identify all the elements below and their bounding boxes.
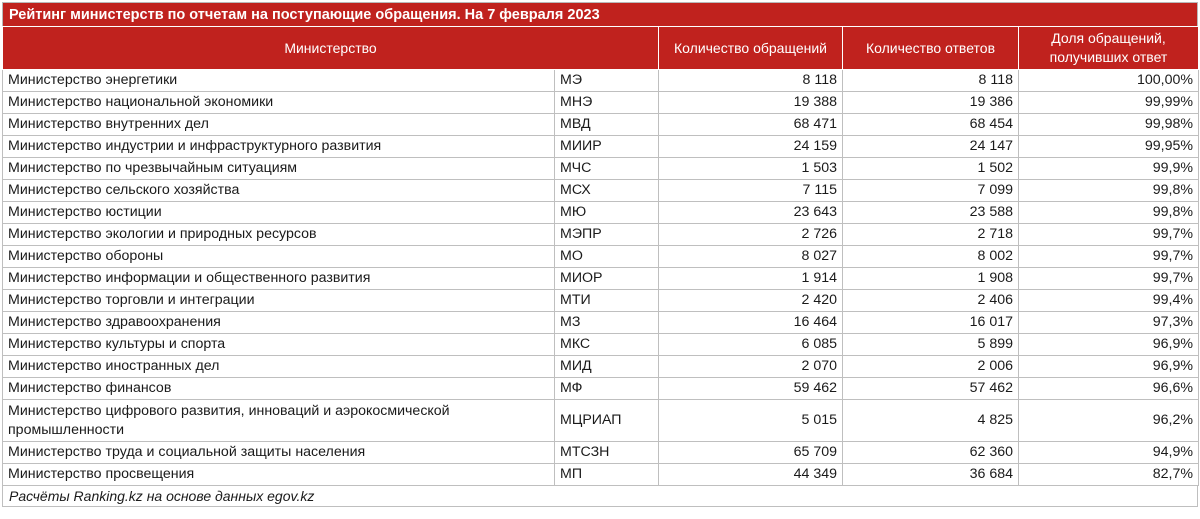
share-cell: 100,00%	[1019, 70, 1199, 92]
table-row	[3, 312, 1199, 334]
table-row	[3, 268, 1199, 290]
requests-cell: 2 070	[659, 356, 843, 378]
table-row	[3, 356, 1199, 378]
share-cell: 99,9%	[1019, 158, 1199, 180]
ministry-abbr-cell: МКС	[555, 334, 659, 356]
share-cell: 82,7%	[1019, 464, 1199, 486]
ministry-name-cell: Министерство индустрии и инфраструктурного развития	[3, 136, 555, 158]
ministry-abbr-cell: МТИ	[555, 290, 659, 312]
answers-cell: 24 147	[843, 136, 1019, 158]
ministry-name-cell: Министерство труда и социальной защиты населения	[3, 442, 555, 464]
ministry-name-cell: Министерство энергетики	[3, 70, 555, 92]
ministries-table	[2, 26, 1199, 486]
answers-cell: 2 406	[843, 290, 1019, 312]
requests-cell: 7 115	[659, 180, 843, 202]
answers-cell: 62 360	[843, 442, 1019, 464]
ministry-abbr-cell: МП	[555, 464, 659, 486]
answers-cell: 5 899	[843, 334, 1019, 356]
share-cell: 99,8%	[1019, 202, 1199, 224]
answers-cell: 7 099	[843, 180, 1019, 202]
answers-cell: 16 017	[843, 312, 1019, 334]
ministry-name-cell: Министерство здравоохранения	[3, 312, 555, 334]
ministry-name-cell: Министерство просвещения	[3, 464, 555, 486]
requests-cell: 2 420	[659, 290, 843, 312]
answers-cell: 2 718	[843, 224, 1019, 246]
share-cell: 96,9%	[1019, 334, 1199, 356]
header-ministry: Министерство	[3, 27, 659, 70]
ministry-name-cell: Министерство цифрового развития, инноваций и аэрокосмической промышленности	[3, 400, 555, 442]
table-row	[3, 202, 1199, 224]
table-row	[3, 92, 1199, 114]
answers-cell: 57 462	[843, 378, 1019, 400]
ministry-name-cell: Министерство юстиции	[3, 202, 555, 224]
table-row	[3, 442, 1199, 464]
share-cell: 99,4%	[1019, 290, 1199, 312]
table-row	[3, 400, 1199, 442]
share-cell: 99,7%	[1019, 224, 1199, 246]
ministry-abbr-cell: МСХ	[555, 180, 659, 202]
ranking-table-container	[2, 2, 1198, 515]
header-row	[3, 27, 1199, 70]
share-cell: 99,8%	[1019, 180, 1199, 202]
requests-cell: 65 709	[659, 442, 843, 464]
ministry-abbr-cell: МЧС	[555, 158, 659, 180]
requests-cell: 2 726	[659, 224, 843, 246]
requests-cell: 44 349	[659, 464, 843, 486]
share-cell: 99,7%	[1019, 268, 1199, 290]
table-row	[3, 246, 1199, 268]
table-row	[3, 224, 1199, 246]
share-cell: 96,9%	[1019, 356, 1199, 378]
ministry-abbr-cell: МЭ	[555, 70, 659, 92]
share-cell: 99,95%	[1019, 136, 1199, 158]
share-cell: 96,2%	[1019, 400, 1199, 442]
ministry-name-cell: Министерство иностранных дел	[3, 356, 555, 378]
share-cell: 96,6%	[1019, 378, 1199, 400]
requests-cell: 1 503	[659, 158, 843, 180]
table-row	[3, 70, 1199, 92]
table-body	[3, 70, 1199, 486]
ministry-abbr-cell: МИИР	[555, 136, 659, 158]
requests-cell: 23 643	[659, 202, 843, 224]
ministry-abbr-cell: МВД	[555, 114, 659, 136]
share-cell: 99,99%	[1019, 92, 1199, 114]
requests-cell: 68 471	[659, 114, 843, 136]
answers-cell: 4 825	[843, 400, 1019, 442]
ministry-name-cell: Министерство культуры и спорта	[3, 334, 555, 356]
table-row	[3, 180, 1199, 202]
share-cell: 94,9%	[1019, 442, 1199, 464]
ministry-name-cell: Министерство сельского хозяйства	[3, 180, 555, 202]
ministry-abbr-cell: МФ	[555, 378, 659, 400]
table-row	[3, 158, 1199, 180]
table-title: Рейтинг министерств по отчетам на поступающие обращения. На 7 февраля 2023	[2, 2, 1198, 26]
ministry-abbr-cell: МИД	[555, 356, 659, 378]
ministry-abbr-cell: МТСЗН	[555, 442, 659, 464]
table-row	[3, 334, 1199, 356]
requests-cell: 19 388	[659, 92, 843, 114]
ministry-name-cell: Министерство обороны	[3, 246, 555, 268]
requests-cell: 24 159	[659, 136, 843, 158]
ministry-name-cell: Министерство внутренних дел	[3, 114, 555, 136]
requests-cell: 16 464	[659, 312, 843, 334]
answers-cell: 23 588	[843, 202, 1019, 224]
table-row	[3, 378, 1199, 400]
requests-cell: 1 914	[659, 268, 843, 290]
answers-cell: 19 386	[843, 92, 1019, 114]
source-note: Расчёты Ranking.kz на основе данных egov.kz	[2, 486, 1198, 507]
ministry-abbr-cell: МЦРИАП	[555, 400, 659, 442]
requests-cell: 8 027	[659, 246, 843, 268]
ministry-name-cell: Министерство экологии и природных ресурсов	[3, 224, 555, 246]
table-row	[3, 114, 1199, 136]
header-share-line1: Доля обращений,	[1051, 30, 1166, 46]
answers-cell: 1 908	[843, 268, 1019, 290]
ministry-name-cell: Министерство информации и общественного развития	[3, 268, 555, 290]
ministry-name-cell: Министерство финансов	[3, 378, 555, 400]
header-share-line2: получивших ответ	[1049, 49, 1168, 65]
requests-cell: 59 462	[659, 378, 843, 400]
requests-cell: 5 015	[659, 400, 843, 442]
share-cell: 99,98%	[1019, 114, 1199, 136]
requests-cell: 8 118	[659, 70, 843, 92]
ministry-abbr-cell: МИОР	[555, 268, 659, 290]
requests-cell: 6 085	[659, 334, 843, 356]
ministry-abbr-cell: МЭПР	[555, 224, 659, 246]
answers-cell: 1 502	[843, 158, 1019, 180]
ministry-name-cell: Министерство торговли и интеграции	[3, 290, 555, 312]
answers-cell: 68 454	[843, 114, 1019, 136]
ministry-name-cell: Министерство национальной экономики	[3, 92, 555, 114]
share-cell: 97,3%	[1019, 312, 1199, 334]
share-cell: 99,7%	[1019, 246, 1199, 268]
header-answers: Количество ответов	[843, 27, 1019, 70]
table-row	[3, 290, 1199, 312]
answers-cell: 8 002	[843, 246, 1019, 268]
header-requests: Количество обращений	[659, 27, 843, 70]
table-row	[3, 136, 1199, 158]
header-share	[1019, 27, 1199, 70]
ministry-abbr-cell: МЮ	[555, 202, 659, 224]
table-row	[3, 464, 1199, 486]
ministry-abbr-cell: МНЭ	[555, 92, 659, 114]
answers-cell: 36 684	[843, 464, 1019, 486]
answers-cell: 2 006	[843, 356, 1019, 378]
answers-cell: 8 118	[843, 70, 1019, 92]
ministry-abbr-cell: МЗ	[555, 312, 659, 334]
ministry-name-cell: Министерство по чрезвычайным ситуациям	[3, 158, 555, 180]
ministry-abbr-cell: МО	[555, 246, 659, 268]
